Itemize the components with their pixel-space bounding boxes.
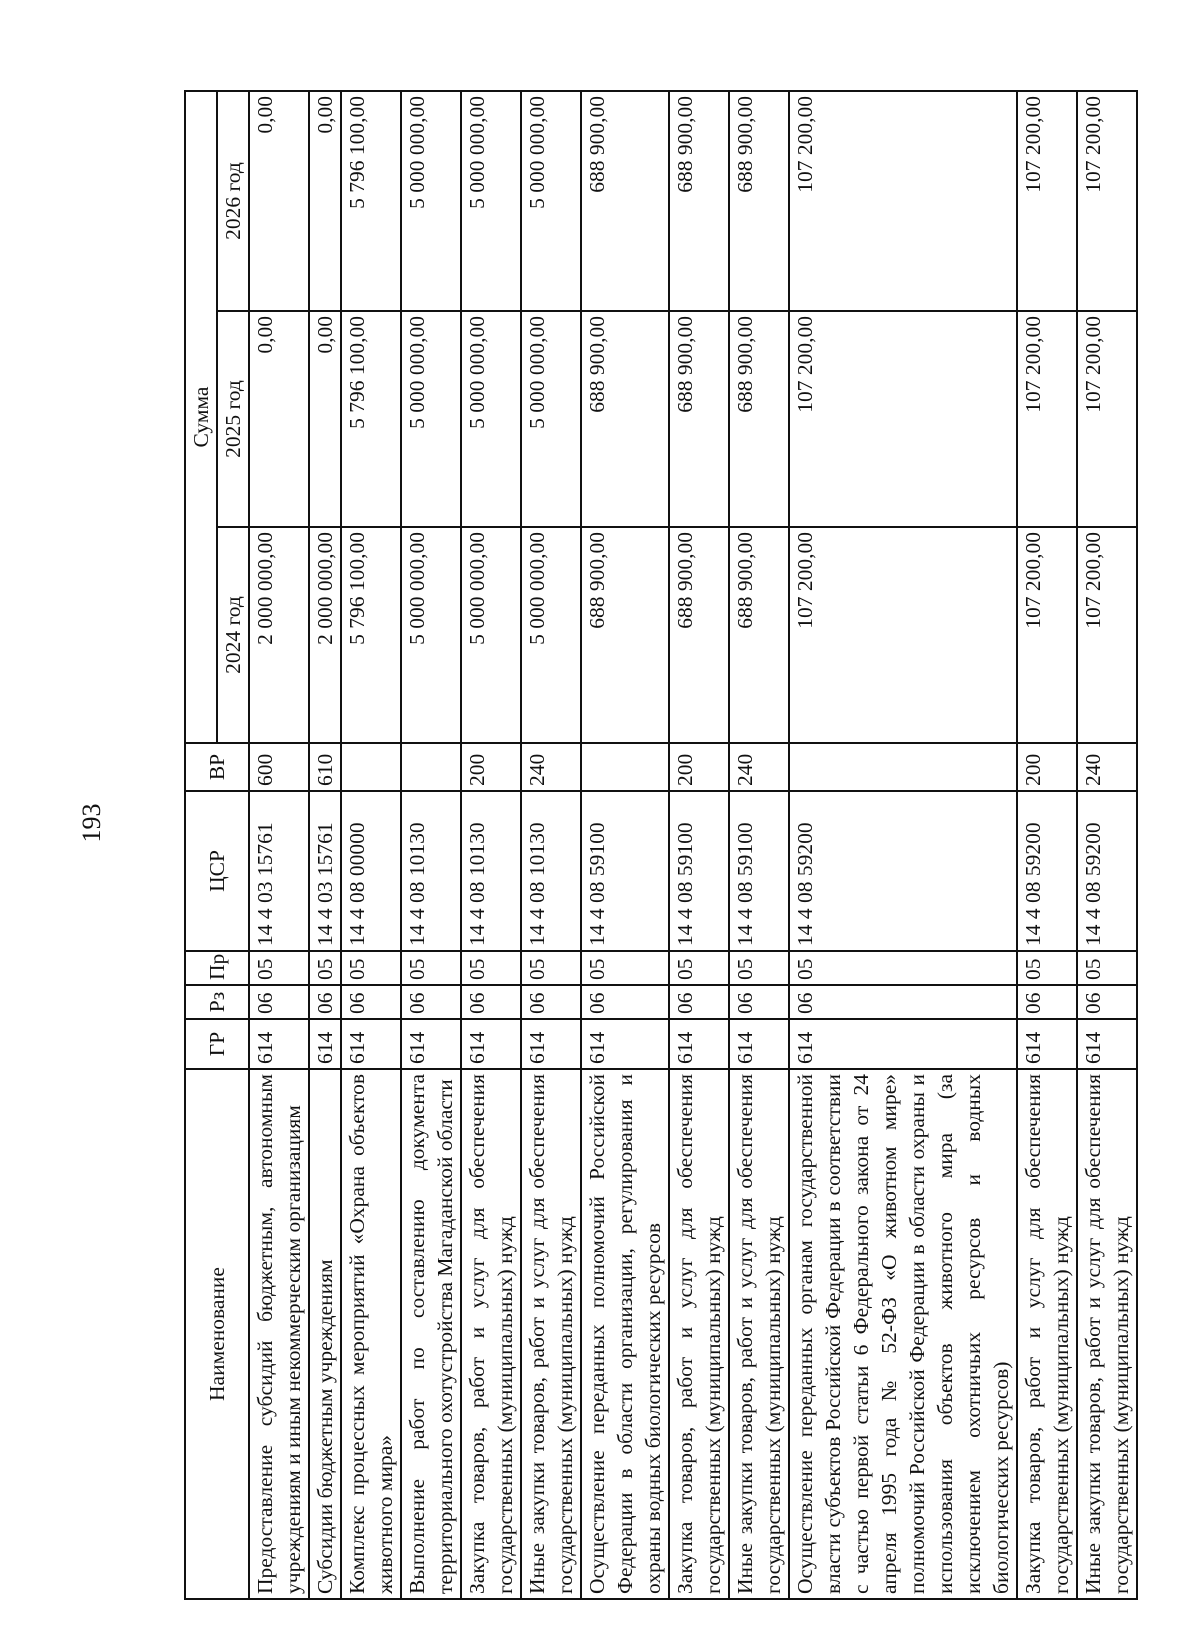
table-row xyxy=(669,91,729,1599)
header-year-2024: 2024 год xyxy=(217,527,249,743)
header-year-2026: 2026 год xyxy=(217,91,249,311)
row-sum-2024: 5 000 000,00 xyxy=(521,527,581,743)
row-pr: 05 xyxy=(521,951,581,985)
row-sum-2024: 5 796 100,00 xyxy=(341,527,401,743)
row-pr: 05 xyxy=(669,951,729,985)
header-sum: Сумма xyxy=(185,91,217,743)
row-gr: 614 xyxy=(1017,1019,1077,1069)
row-name: Закупка товаров, работ и услуг для обеспечения государственных (муниципальных) нужд xyxy=(1017,1069,1077,1599)
row-sum-2024: 5 000 000,00 xyxy=(401,527,461,743)
row-gr: 614 xyxy=(1077,1019,1137,1069)
row-sum-2025: 0,00 xyxy=(309,311,341,527)
row-csr: 14 4 08 59200 xyxy=(1017,791,1077,951)
row-gr: 614 xyxy=(789,1019,1017,1069)
row-pr: 05 xyxy=(401,951,461,985)
table-row xyxy=(309,91,341,1599)
row-gr: 614 xyxy=(521,1019,581,1069)
table-row xyxy=(521,91,581,1599)
row-gr: 614 xyxy=(669,1019,729,1069)
header-name: Наименование xyxy=(185,1069,249,1599)
row-name: Закупка товаров, работ и услуг для обеспечения государственных (муниципальных) нужд xyxy=(461,1069,521,1599)
row-csr: 14 4 03 15761 xyxy=(249,791,309,951)
row-sum-2025: 107 200,00 xyxy=(789,311,1017,527)
row-rz: 06 xyxy=(789,985,1017,1019)
table-row xyxy=(1077,91,1137,1599)
row-sum-2026: 5 796 100,00 xyxy=(341,91,401,311)
row-csr: 14 4 08 59200 xyxy=(789,791,1017,951)
row-gr: 614 xyxy=(249,1019,309,1069)
row-sum-2024: 688 900,00 xyxy=(581,527,669,743)
row-pr: 05 xyxy=(729,951,789,985)
row-csr: 14 4 08 00000 xyxy=(341,791,401,951)
row-csr: 14 4 08 10130 xyxy=(521,791,581,951)
row-sum-2026: 0,00 xyxy=(309,91,341,311)
table-row xyxy=(249,91,309,1599)
row-sum-2024: 107 200,00 xyxy=(1077,527,1137,743)
row-sum-2024: 2 000 000,00 xyxy=(249,527,309,743)
row-rz: 06 xyxy=(461,985,521,1019)
header-pr: Пр xyxy=(185,951,249,985)
row-csr: 14 4 08 10130 xyxy=(401,791,461,951)
row-sum-2026: 5 000 000,00 xyxy=(461,91,521,311)
page-number: 193 xyxy=(77,803,106,843)
row-rz: 06 xyxy=(249,985,309,1019)
row-sum-2026: 688 900,00 xyxy=(729,91,789,311)
row-vr xyxy=(401,743,461,791)
table-row xyxy=(461,91,521,1599)
row-pr: 05 xyxy=(461,951,521,985)
row-sum-2025: 688 900,00 xyxy=(581,311,669,527)
row-name: Предоставление субсидий бюджетным, автономным учреждениям и иным некоммерческим организациям xyxy=(249,1069,309,1599)
row-pr: 05 xyxy=(1077,951,1137,985)
row-rz: 06 xyxy=(521,985,581,1019)
header-row-top xyxy=(185,91,217,1599)
row-vr: 200 xyxy=(1017,743,1077,791)
header-csr: ЦСР xyxy=(185,791,249,951)
row-sum-2025: 5 000 000,00 xyxy=(521,311,581,527)
row-gr: 614 xyxy=(309,1019,341,1069)
row-gr: 614 xyxy=(729,1019,789,1069)
row-pr: 05 xyxy=(789,951,1017,985)
table-row xyxy=(581,91,669,1599)
table-row xyxy=(789,91,1017,1599)
row-vr: 610 xyxy=(309,743,341,791)
row-sum-2025: 5 000 000,00 xyxy=(401,311,461,527)
row-sum-2025: 107 200,00 xyxy=(1077,311,1137,527)
row-rz: 06 xyxy=(309,985,341,1019)
row-sum-2024: 688 900,00 xyxy=(729,527,789,743)
row-vr: 200 xyxy=(669,743,729,791)
row-csr: 14 4 08 59100 xyxy=(729,791,789,951)
row-sum-2026: 0,00 xyxy=(249,91,309,311)
row-sum-2024: 5 000 000,00 xyxy=(461,527,521,743)
table-row xyxy=(401,91,461,1599)
row-vr: 240 xyxy=(521,743,581,791)
row-sum-2024: 688 900,00 xyxy=(669,527,729,743)
row-name: Субсидии бюджетным учреждениям xyxy=(309,1069,341,1599)
row-name: Выполнение работ по составлению документа территориального охотустройства Магаданской области xyxy=(401,1069,461,1599)
header-year-2025: 2025 год xyxy=(217,311,249,527)
table-row xyxy=(1017,91,1077,1599)
row-name: Комплекс процессных мероприятий «Охрана объектов животного мира» xyxy=(341,1069,401,1599)
row-vr xyxy=(341,743,401,791)
header-vr: ВР xyxy=(185,743,249,791)
header-rz: Рз xyxy=(185,985,249,1019)
row-gr: 614 xyxy=(461,1019,521,1069)
row-sum-2025: 107 200,00 xyxy=(1017,311,1077,527)
row-pr: 05 xyxy=(581,951,669,985)
row-pr: 05 xyxy=(309,951,341,985)
row-pr: 05 xyxy=(341,951,401,985)
row-sum-2026: 5 000 000,00 xyxy=(401,91,461,311)
row-rz: 06 xyxy=(341,985,401,1019)
row-rz: 06 xyxy=(669,985,729,1019)
row-vr: 600 xyxy=(249,743,309,791)
header-gr: ГР xyxy=(185,1019,249,1069)
row-vr xyxy=(581,743,669,791)
row-sum-2024: 107 200,00 xyxy=(1017,527,1077,743)
row-rz: 06 xyxy=(729,985,789,1019)
rotated-table-container xyxy=(184,92,1133,1600)
row-sum-2026: 107 200,00 xyxy=(1017,91,1077,311)
row-sum-2025: 5 796 100,00 xyxy=(341,311,401,527)
row-rz: 06 xyxy=(581,985,669,1019)
row-rz: 06 xyxy=(1077,985,1137,1019)
table-row xyxy=(341,91,401,1599)
row-name: Закупка товаров, работ и услуг для обеспечения государственных (муниципальных) нужд xyxy=(669,1069,729,1599)
row-name: Осуществление переданных полномочий Российской Федерации в области организации, регулирования и охраны водных биологических ресурсов xyxy=(581,1069,669,1599)
row-csr: 14 4 03 15761 xyxy=(309,791,341,951)
row-csr: 14 4 08 59200 xyxy=(1077,791,1137,951)
row-name: Иные закупки товаров, работ и услуг для обеспечения государственных (муниципальных) нужд xyxy=(729,1069,789,1599)
row-gr: 614 xyxy=(401,1019,461,1069)
row-sum-2026: 107 200,00 xyxy=(789,91,1017,311)
row-name: Осуществление переданных органам государственной власти субъектов Российской Федерации в соответствии с частью первой статьи 6 Федерального закона от 24 апреля 1995 года № 52-ФЗ «О животном мире» полномочий Российской Федерации в области охраны и использования объектов животного мира (за исключением охотничьих ресурсов и водных биологических ресурсов) xyxy=(789,1069,1017,1599)
row-vr: 200 xyxy=(461,743,521,791)
row-vr xyxy=(789,743,1017,791)
row-sum-2024: 2 000 000,00 xyxy=(309,527,341,743)
row-pr: 05 xyxy=(249,951,309,985)
row-csr: 14 4 08 59100 xyxy=(669,791,729,951)
row-vr: 240 xyxy=(1077,743,1137,791)
row-sum-2026: 107 200,00 xyxy=(1077,91,1137,311)
row-sum-2025: 0,00 xyxy=(249,311,309,527)
row-rz: 06 xyxy=(1017,985,1077,1019)
row-name: Иные закупки товаров, работ и услуг для обеспечения государственных (муниципальных) нужд xyxy=(521,1069,581,1599)
row-name: Иные закупки товаров, работ и услуг для обеспечения государственных (муниципальных) нужд xyxy=(1077,1069,1137,1599)
row-csr: 14 4 08 59100 xyxy=(581,791,669,951)
row-sum-2025: 688 900,00 xyxy=(729,311,789,527)
row-sum-2024: 107 200,00 xyxy=(789,527,1017,743)
row-pr: 05 xyxy=(1017,951,1077,985)
table-row xyxy=(729,91,789,1599)
budget-table xyxy=(184,90,1138,1600)
row-sum-2026: 688 900,00 xyxy=(669,91,729,311)
row-sum-2026: 688 900,00 xyxy=(581,91,669,311)
row-sum-2025: 688 900,00 xyxy=(669,311,729,527)
row-csr: 14 4 08 10130 xyxy=(461,791,521,951)
row-gr: 614 xyxy=(341,1019,401,1069)
row-rz: 06 xyxy=(401,985,461,1019)
row-gr: 614 xyxy=(581,1019,669,1069)
row-sum-2026: 5 000 000,00 xyxy=(521,91,581,311)
row-sum-2025: 5 000 000,00 xyxy=(461,311,521,527)
row-vr: 240 xyxy=(729,743,789,791)
